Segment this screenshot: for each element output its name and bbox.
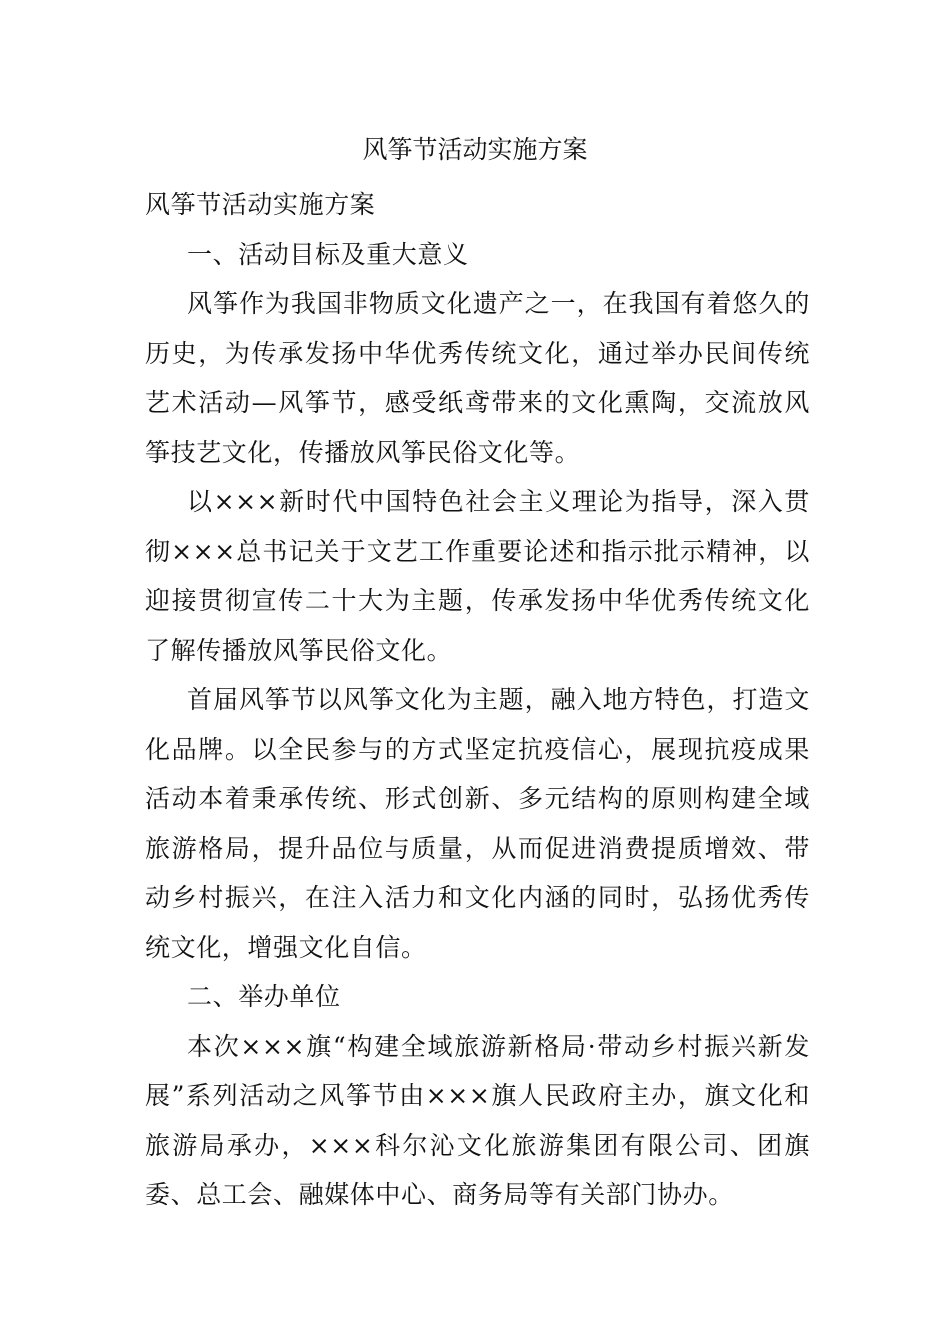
document-subtitle: 风筝节活动实施方案 (145, 190, 376, 219)
document-title: 风筝节活动实施方案 (362, 135, 588, 164)
section-heading-goals: 一、活动目标及重大意义 (187, 239, 469, 269)
paragraph-guiding-principle: 以×××新时代中国特色社会主义理论为指导，深入贯彻×××总书记关于文艺工作重要论述和指示批示精神，以迎接贯彻宣传二十大为主题，传承发扬中华优秀传统文化了解传播放风筝民俗文化。 (145, 487, 810, 665)
paragraph-organizers: 本次×××旗“构建全域旅游新格局·带动乡村振兴新发展”系列活动之风筝节由×××旗人民政府主办，旗文化和旅游局承办，×××科尔沁文化旅游集团有限公司、团旗委、总工会、融媒体中心、商务局等有关部门协办。 (145, 1031, 810, 1209)
paragraph-kite-heritage: 风筝作为我国非物质文化遗产之一，在我国有着悠久的历史，为传承发扬中华优秀传统文化，通过举办民间传统艺术活动—风筝节，感受纸鸢带来的文化熏陶，交流放风筝技艺文化，传播放风筝民俗文化等。 (145, 289, 810, 467)
document-body (145, 180, 810, 1220)
paragraph-first-festival: 首届风筝节以风筝文化为主题，融入地方特色，打造文化品牌。以全民参与的方式坚定抗疫信心，展现抗疫成果活动本着秉承传统、形式创新、多元结构的原则构建全域旅游格局，提升品位与质量，从而促进消费提质增效、带动乡村振兴，在注入活力和文化内涵的同时，弘扬优秀传统文化，增强文化自信。 (145, 685, 810, 962)
section-heading-organizers: 二、举办单位 (187, 982, 341, 1011)
